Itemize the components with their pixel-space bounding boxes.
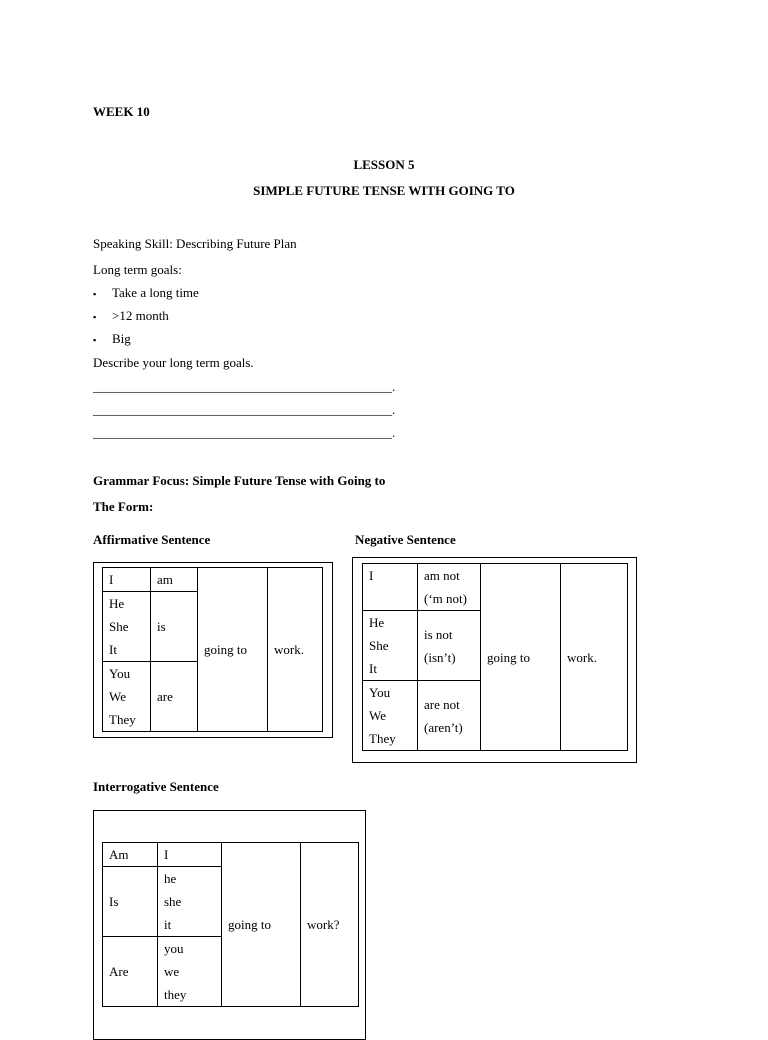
bullet-icon: ▪ [93, 289, 97, 299]
table-row [103, 568, 323, 592]
bullet-icon: ▪ [93, 312, 97, 322]
going-to-cell: going to [222, 843, 301, 1007]
verb-cell: am [151, 568, 198, 592]
verb-cell: are not (aren’t) [418, 681, 481, 751]
subject-cell: I [103, 568, 151, 592]
aux-cell: Am [103, 843, 158, 867]
subject-cell: He She It [363, 611, 418, 681]
subject-cell: He She It [103, 592, 151, 662]
bullet-icon: ▪ [93, 335, 97, 345]
lesson-title: SIMPLE FUTURE TENSE WITH GOING TO [253, 183, 515, 198]
subject-cell: I [363, 564, 418, 611]
answer-line[interactable]: ______________________________________________. [93, 425, 396, 440]
verb-cell: is [151, 592, 198, 662]
main-verb-cell: work? [301, 843, 359, 1007]
affirmative-heading: Affirmative Sentence [93, 532, 211, 547]
table-row [363, 564, 628, 611]
bullet-item: Take a long time [112, 285, 199, 300]
week-label: WEEK 10 [93, 104, 150, 119]
describe-prompt: Describe your long term goals. [93, 355, 254, 370]
grammar-focus-heading: Grammar Focus: Simple Future Tense with Going to [93, 473, 386, 488]
subject-cell: I [158, 843, 222, 867]
table-row [103, 843, 359, 867]
subject-cell: You We They [103, 662, 151, 732]
main-verb-cell: work. [268, 568, 323, 732]
negative-table [362, 563, 628, 751]
subject-cell: he she it [158, 867, 222, 937]
answer-line[interactable]: ______________________________________________. [93, 402, 396, 417]
affirmative-table [102, 567, 323, 732]
interrogative-table [102, 842, 359, 1007]
going-to-cell: going to [198, 568, 268, 732]
bullet-item: Big [112, 331, 131, 346]
interrogative-heading: Interrogative Sentence [93, 779, 219, 794]
bullet-item: >12 month [112, 308, 169, 323]
verb-cell: am not (‘m not) [418, 564, 481, 611]
long-term-goals-label: Long term goals: [93, 262, 182, 277]
answer-line[interactable]: ______________________________________________. [93, 379, 396, 394]
main-verb-cell: work. [561, 564, 628, 751]
speaking-skill: Speaking Skill: Describing Future Plan [93, 236, 297, 251]
subject-cell: you we they [158, 937, 222, 1007]
verb-cell: is not (isn’t) [418, 611, 481, 681]
going-to-cell: going to [481, 564, 561, 751]
aux-cell: Are [103, 937, 158, 1007]
verb-cell: are [151, 662, 198, 732]
the-form-heading: The Form: [93, 499, 154, 514]
subject-cell: You We They [363, 681, 418, 751]
negative-heading: Negative Sentence [355, 532, 456, 547]
aux-cell: Is [103, 867, 158, 937]
lesson-number: LESSON 5 [353, 157, 415, 172]
